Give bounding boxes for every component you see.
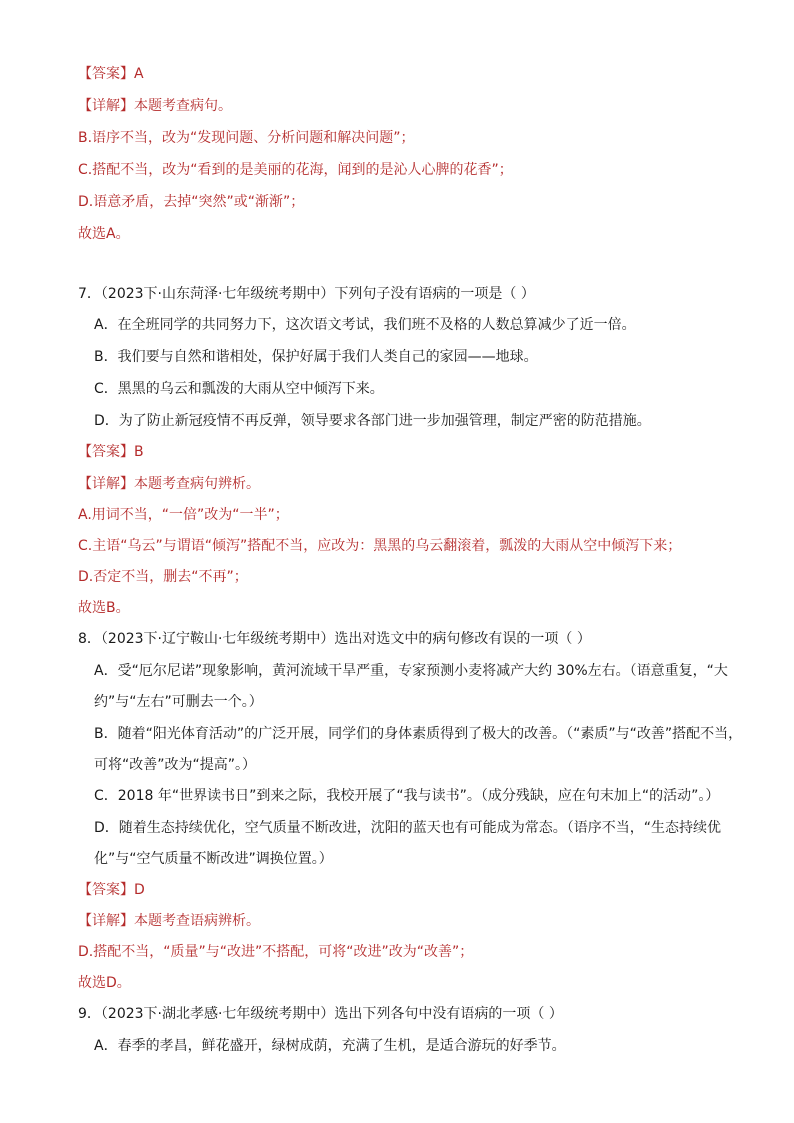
q7-conclusion: 故选B。 <box>78 600 130 616</box>
q9-stem: 9．（2023下·湖北孝感·七年级统考期中）选出下列各句中没有语病的一项（ ） <box>78 1006 563 1022</box>
q6-explanation-d: D.语意矛盾，去掉“突然”或“渐渐”； <box>78 194 305 210</box>
q8-option-d-line2: 化”与“空气质量不断改进”调换位置。） <box>94 851 333 867</box>
detail-text: 本题考查语病辨析。 <box>134 913 260 929</box>
detail-text: 本题考查病句。 <box>134 98 232 114</box>
q9-option-a: A．春季的孝昌，鲜花盛开，绿树成荫，充满了生机，是适合游玩的好季节。 <box>94 1038 566 1054</box>
q7-option-b: B．我们要与自然和谐相处，保护好属于我们人类自己的家园——地球。 <box>94 349 538 365</box>
q8-option-d-line1: D．随着生态持续优化，空气质量不断改进，沈阳的蓝天也有可能成为常态。（语序不当，“生态持续优 <box>94 820 722 836</box>
q7-explanation-a: A.用词不当，“一倍”改为“一半”； <box>78 507 289 523</box>
answer-tag: 【答案】 <box>78 882 134 898</box>
q6-answer-line <box>78 64 144 84</box>
q7-option-a: A．在全班同学的共同努力下，这次语文考试，我们班不及格的人数总算减少了近一倍。 <box>94 317 636 333</box>
q8-answer-line <box>78 880 145 900</box>
q8-option-a-line1: A．受“厄尔尼诺”现象影响，黄河流域干旱严重，专家预测小麦将减产大约 30%左右。（语意重复，“大 <box>94 663 728 679</box>
detail-text: 本题考查病句辨析。 <box>134 476 260 492</box>
detail-tag: 【详解】 <box>78 98 134 114</box>
q8-detail-line <box>78 911 260 931</box>
q7-explanation-c: C.主语“乌云”与谓语“倾泻”搭配不当，应改为：黑黑的乌云翻滚着，瓢泼的大雨从空中倾泻下来； <box>78 538 682 554</box>
q8-option-a-line2: 约”与“左右”可删去一个。） <box>94 694 263 710</box>
q8-option-c: C．2018 年“世界读书日”到来之际，我校开展了“我与读书”。（成分残缺，应在句末加上“的活动”。） <box>94 788 720 804</box>
detail-tag: 【详解】 <box>78 476 134 492</box>
q7-explanation-d: D.否定不当，删去“不再”； <box>78 569 248 585</box>
q8-stem: 8．（2023下·辽宁鞍山·七年级统考期中）选出对选文中的病句修改有误的一项（ ） <box>78 631 591 647</box>
q8-conclusion: 故选D。 <box>78 975 131 991</box>
q6-explanation-b: B.语序不当，改为“发现问题、分析问题和解决问题”； <box>78 130 415 146</box>
q8-explanation-d: D.搭配不当，“质量”与“改进”不搭配，可将“改进”改为“改善”； <box>78 944 474 960</box>
q7-option-d: D．为了防止新冠疫情不再反弹，领导要求各部门进一步加强管理，制定严密的防范措施。 <box>94 413 651 429</box>
q7-detail-line <box>78 474 260 494</box>
q6-conclusion: 故选A。 <box>78 226 130 242</box>
q7-option-c: C．黑黑的乌云和瓢泼的大雨从空中倾泻下来。 <box>94 381 384 397</box>
detail-tag: 【详解】 <box>78 913 134 929</box>
q7-answer-line <box>78 442 144 462</box>
q8-option-b-line1: B．随着“阳光体育活动”的广泛开展，同学们的身体素质得到了极大的改善。（“素质”与“改善”搭配不当， <box>94 726 743 742</box>
q6-explanation-c: C.搭配不当，改为“看到的是美丽的花海，闻到的是沁人心脾的花香”； <box>78 162 513 178</box>
answer-tag: 【答案】 <box>78 444 134 460</box>
answer-value: A <box>134 66 144 82</box>
q8-option-b-line2: 可将“改善”改为“提高”。） <box>94 757 257 773</box>
q6-detail-line <box>78 96 232 116</box>
answer-tag: 【答案】 <box>78 66 134 82</box>
answer-value: D <box>134 882 145 898</box>
answer-value: B <box>134 444 144 460</box>
q7-stem: 7．（2023下·山东菏泽·七年级统考期中）下列句子没有语病的一项是（ ） <box>78 286 535 302</box>
